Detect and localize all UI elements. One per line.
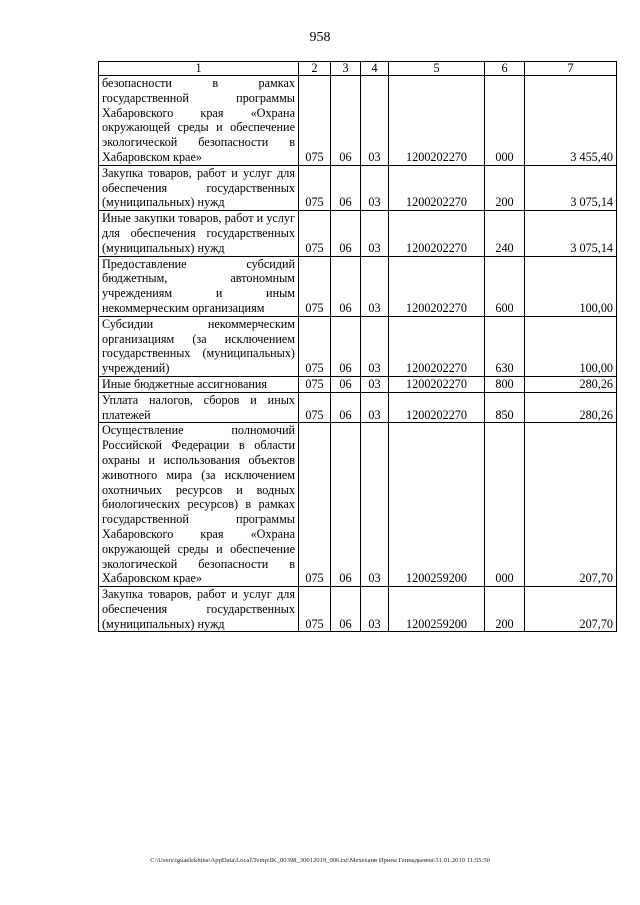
subsection-code: 03 bbox=[361, 211, 389, 256]
target-article-code: 1200202270 bbox=[389, 256, 485, 316]
section-code: 06 bbox=[331, 423, 361, 587]
ministry-code: 075 bbox=[299, 316, 331, 376]
target-article-code: 1200259200 bbox=[389, 423, 485, 587]
expense-type-code: 240 bbox=[485, 211, 525, 256]
row-description: Иные бюджетные ассигнования bbox=[99, 376, 299, 392]
table-row bbox=[99, 587, 617, 632]
budget-table bbox=[98, 61, 617, 632]
col-header-5: 5 bbox=[389, 62, 485, 76]
section-code: 06 bbox=[331, 165, 361, 210]
row-description: Закупка товаров, работ и услуг для обеспечения государственных (муниципальных) нужд bbox=[99, 587, 299, 632]
table-row bbox=[99, 316, 617, 376]
section-code: 06 bbox=[331, 392, 361, 423]
subsection-code: 03 bbox=[361, 165, 389, 210]
row-description: Субсидии некоммерческим организациям (за исключением государственных (муниципальных) учреждений) bbox=[99, 316, 299, 376]
row-description: Закупка товаров, работ и услуг для обеспечения государственных (муниципальных) нужд bbox=[99, 165, 299, 210]
amount: 3 075,14 bbox=[525, 165, 617, 210]
section-code: 06 bbox=[331, 211, 361, 256]
table-header-row bbox=[99, 62, 617, 76]
subsection-code: 03 bbox=[361, 376, 389, 392]
subsection-code: 03 bbox=[361, 316, 389, 376]
expense-type-code: 850 bbox=[485, 392, 525, 423]
table-row bbox=[99, 76, 617, 166]
row-description: Осуществление полномочий Российской Федерации в области охраны и использования объектов животного мира (за исключением охотничьих ресурсов и водных биологических ресурсов) в рамках государственной программы Хабаровского края «Охрана окружающей среды и обеспечение экологической безопасности в Хабаровском крае» bbox=[99, 423, 299, 587]
amount: 207,70 bbox=[525, 423, 617, 587]
section-code: 06 bbox=[331, 256, 361, 316]
col-header-6: 6 bbox=[485, 62, 525, 76]
section-code: 06 bbox=[331, 316, 361, 376]
amount: 100,00 bbox=[525, 316, 617, 376]
amount: 280,26 bbox=[525, 392, 617, 423]
col-header-2: 2 bbox=[299, 62, 331, 76]
expense-type-code: 200 bbox=[485, 165, 525, 210]
ministry-code: 075 bbox=[299, 256, 331, 316]
amount: 3 455,40 bbox=[525, 76, 617, 166]
amount: 280,26 bbox=[525, 376, 617, 392]
expense-type-code: 800 bbox=[485, 376, 525, 392]
ministry-code: 075 bbox=[299, 376, 331, 392]
section-code: 06 bbox=[331, 587, 361, 632]
row-description: Уплата налогов, сборов и иных платежей bbox=[99, 392, 299, 423]
table-row bbox=[99, 256, 617, 316]
ministry-code: 075 bbox=[299, 392, 331, 423]
col-header-7: 7 bbox=[525, 62, 617, 76]
target-article-code: 1200259200 bbox=[389, 587, 485, 632]
ministry-code: 075 bbox=[299, 211, 331, 256]
expense-type-code: 000 bbox=[485, 423, 525, 587]
ministry-code: 075 bbox=[299, 76, 331, 166]
page-number: 958 bbox=[309, 30, 331, 45]
col-header-1: 1 bbox=[99, 62, 299, 76]
table-row bbox=[99, 392, 617, 423]
subsection-code: 03 bbox=[361, 423, 389, 587]
section-code: 06 bbox=[331, 376, 361, 392]
col-header-4: 4 bbox=[361, 62, 389, 76]
subsection-code: 03 bbox=[361, 392, 389, 423]
col-header-3: 3 bbox=[331, 62, 361, 76]
amount: 3 075,14 bbox=[525, 211, 617, 256]
subsection-code: 03 bbox=[361, 256, 389, 316]
expense-type-code: 000 bbox=[485, 76, 525, 166]
target-article-code: 1200202270 bbox=[389, 76, 485, 166]
table-row bbox=[99, 423, 617, 587]
amount: 207,70 bbox=[525, 587, 617, 632]
row-description: безопасности в рамках государственной программы Хабаровского края «Охрана окружающей среды и обеспечение экологической безопасности в Хабаровском крае» bbox=[99, 76, 299, 166]
target-article-code: 1200202270 bbox=[389, 392, 485, 423]
ministry-code: 075 bbox=[299, 423, 331, 587]
expense-type-code: 630 bbox=[485, 316, 525, 376]
target-article-code: 1200202270 bbox=[389, 316, 485, 376]
expense-type-code: 600 bbox=[485, 256, 525, 316]
target-article-code: 1200202270 bbox=[389, 376, 485, 392]
subsection-code: 03 bbox=[361, 587, 389, 632]
table-row bbox=[99, 165, 617, 210]
target-article-code: 1200202270 bbox=[389, 211, 485, 256]
amount: 100,00 bbox=[525, 256, 617, 316]
row-description: Предоставление субсидий бюджетным, автономным учреждениям и иным некоммерческим организациям bbox=[99, 256, 299, 316]
table-row bbox=[99, 376, 617, 392]
row-description: Иные закупки товаров, работ и услуг для обеспечения государственных (муниципальных) нужд bbox=[99, 211, 299, 256]
table-row bbox=[99, 211, 617, 256]
section-code: 06 bbox=[331, 76, 361, 166]
ministry-code: 075 bbox=[299, 587, 331, 632]
footer-file-path: C:\Users\iguaelekhina\AppData\Local\Temp\IK_00398_30012019_006.txt\Мехеханв Ирина Геннадьевна\31.01.2019 11:55:50 bbox=[150, 857, 490, 864]
ministry-code: 075 bbox=[299, 165, 331, 210]
expense-type-code: 200 bbox=[485, 587, 525, 632]
target-article-code: 1200202270 bbox=[389, 165, 485, 210]
subsection-code: 03 bbox=[361, 76, 389, 166]
